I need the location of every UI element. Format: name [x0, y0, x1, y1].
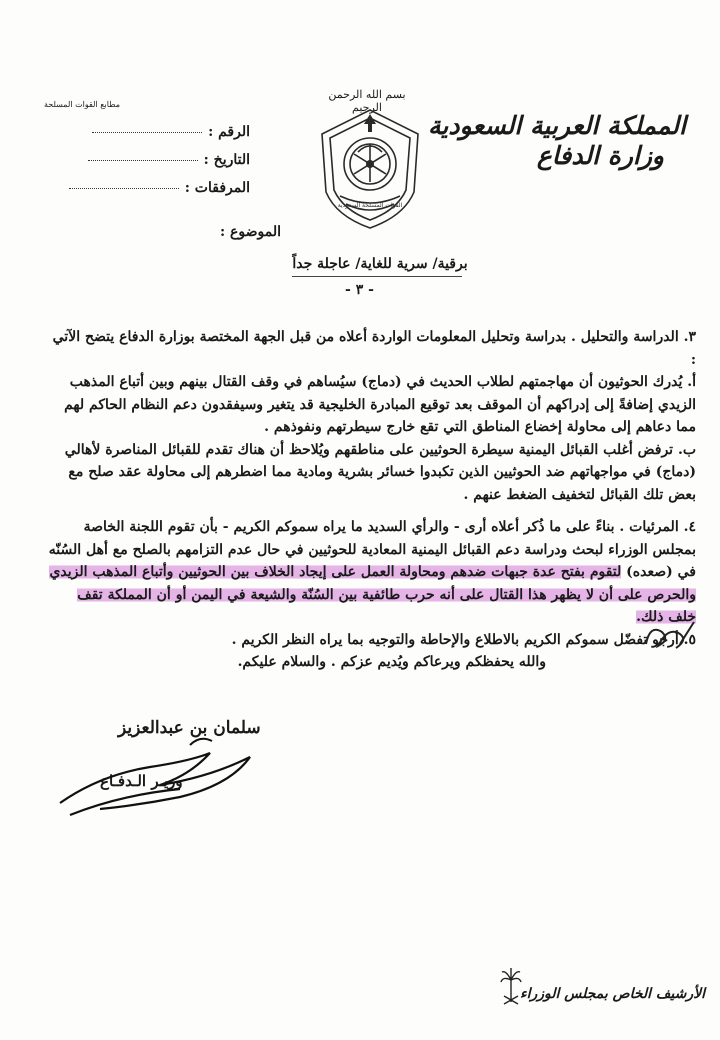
printshop-label: مطابع القوات المسلحة	[44, 100, 120, 109]
section-3b: ب. ترفض أغلب القبائل اليمنية سيطرة الحوثيين على مناطقهم ويُلاحظ أن هناك تقدم للقبائل المناصرة لأهالي (دماج) في مواجهاتهم ضد الحوثيين الذين تكبدوا خسائر بشرية ومادية مما اضطرهم إلى محاولة عقد صلح مع بعض تلك القبائل لتخفيف الضغط عنهم .	[64, 441, 696, 503]
attachments-label: المرفقات :	[184, 180, 250, 196]
section-3-intro: ٣. الدراسة والتحليل . بدراسة وتحليل المعلومات الواردة أعلاه من قبل الجهة المختصة بوزارة الدفاع يتضح الآتي :	[52, 329, 696, 368]
signatory-name: سلمان بن عبدالعزيز	[118, 718, 261, 738]
date-dots	[88, 160, 198, 161]
section-4	[46, 516, 696, 629]
classification-underline	[292, 276, 462, 277]
signatory-title: وزيـر الـدفـاع	[100, 772, 183, 790]
section-4-highlighted: لتقوم بفتح عدة جبهات ضدهم ومحاولة العمل على إيجاد الخلاف بين الحوثيين وأتباع المذهب الزيدي والحرص على أن لا يظهر هذا القتال على أنه حرب طائفية بين السُنّة والشيعة في اليمن أو أن المملكة تقف خلف ذلك.	[49, 564, 696, 625]
attachments-dots	[69, 188, 179, 189]
armed-forces-emblem-icon	[306, 104, 434, 236]
section-5: ٥. أرجو تفضّل سموكم الكريم بالاطلاع والإحاطة والتوجيه بما يراه النظر الكريم .	[231, 631, 696, 648]
number-label: الرقم :	[208, 124, 250, 140]
number-field	[50, 124, 250, 140]
subject-field	[220, 224, 281, 240]
handwritten-signature-icon	[40, 705, 300, 825]
section-3a: أ. يُدرك الحوثيون أن مهاجمتهم لطلاب الحديث في (دماج) سيُساهم في وقف القتال بينهم وبين أتباع المذهب الزيدي إضافةً إلى إدراكهم أن الموقف بعد توقيع المبادرة الخليجية قد يتغير وسيفقدون دعم النظام الحاكم لهم مما دعاهم إلى محاولة إخضاع المناطق التي تقع خارج سيطرتهم ونفوذهم .	[64, 374, 696, 435]
archive-footer: الأرشيف الخاص بمجلس الوزراء	[520, 986, 705, 1002]
classification-line: برقية/ سرية للغاية/ عاجلة جداً	[292, 256, 468, 272]
number-dots	[92, 132, 202, 133]
date-label: التاريخ :	[203, 152, 250, 168]
date-field	[50, 152, 250, 168]
attachments-field	[50, 180, 250, 196]
initials-scribble-icon	[640, 614, 700, 658]
subject-label: الموضوع :	[220, 224, 281, 240]
basmala: بسم الله الرحمن الرحيم	[328, 88, 406, 114]
section-4-lead: ٤. المرئيات . بناءً على ما ذُكر أعلاه أرى - والرأي السديد ما يراه سموكم الكريم - بأن تقوم اللجنة الخاصة بمجلس الوزراء لبحث ودراسة دعم القبائل اليمنية المعادية للحوثيين في حال عدم التزامهم بالصلح مع أهل السُنّه في (صعده)	[48, 519, 696, 580]
page-number: - ٣ -	[345, 282, 374, 298]
emblem-caption: القوات المسلحة السعودية	[337, 202, 403, 209]
kingdom-title: المملكة العربية السعودية	[427, 111, 686, 140]
ministry-title: وزارة الدفاع	[536, 141, 664, 170]
closing-line: والله يحفظكم ويرعاكم ويُديم عزكم . والسلام عليكم.	[237, 654, 546, 670]
palm-emblem-icon	[500, 966, 522, 1006]
document-body	[46, 326, 696, 674]
